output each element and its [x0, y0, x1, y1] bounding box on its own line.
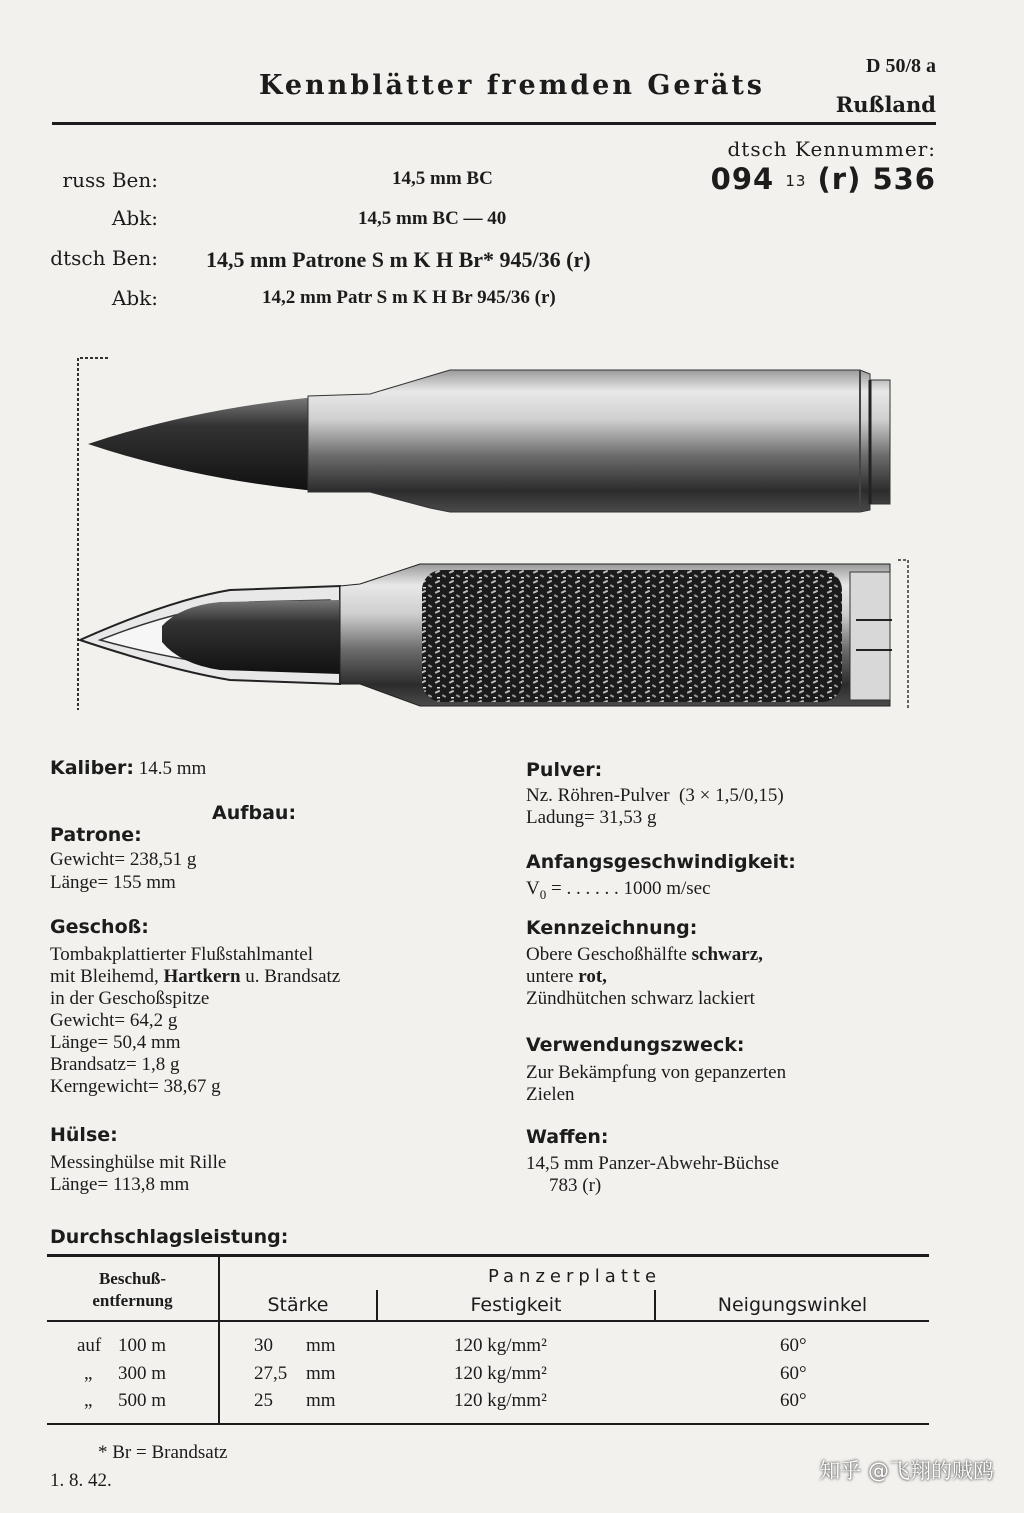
penetration-heading: Durchschlagsleistung: [50, 1226, 289, 1248]
brandsatz [50, 1054, 179, 1076]
waffen-line: 14,5 mm Panzer-Abwehr-Büchse [526, 1153, 780, 1174]
pulver-line: Nz. Röhren-Pulver (3 × 1,5/0,15) [526, 785, 784, 806]
document-country: Rußland [835, 92, 936, 117]
field-label: Ladung [526, 807, 585, 828]
table-cell-prefix: „ [84, 1363, 93, 1384]
patrone-laenge [50, 872, 176, 894]
table-cell-neigung: 60° [780, 1335, 807, 1356]
v0-line [526, 878, 711, 906]
kennnummer-part4: 536 [872, 162, 936, 196]
designation-label: dtsch Ben: [50, 246, 158, 270]
col-header-distance [47, 1268, 218, 1312]
col-header-staerke: Stärke [267, 1294, 329, 1316]
table-cell-distance: 500 m [118, 1390, 167, 1411]
kennnummer-part3: (r) [817, 162, 862, 196]
text-span: mit Bleihemd, [50, 966, 159, 987]
designation-value: 14,2 mm Patr S m K H Br 945/36 (r) [262, 287, 556, 308]
text-span-bold: schwarz, [691, 944, 763, 965]
field-label: Länge [50, 872, 98, 893]
v0-label: V [526, 878, 540, 899]
watermark: 知乎 @飞翔的贼鸥 [819, 1459, 994, 1483]
v0-subscript: 0 [539, 886, 547, 902]
table-cell-unit: mm [306, 1335, 336, 1356]
pulver-ladung [526, 807, 657, 829]
waffen-heading: Waffen: [526, 1126, 609, 1148]
kennnummer-label: dtsch Kennummer: [727, 137, 936, 161]
document-code: D 50/8 a [866, 55, 936, 77]
table-cell-distance: 100 m [118, 1335, 167, 1356]
kaliber-label: Kaliber: [50, 757, 135, 779]
text-span: Obere Geschoßhälfte [526, 944, 687, 965]
header-rule [52, 122, 936, 125]
kaliber [50, 757, 206, 780]
field-value: = 113,8 mm [97, 1174, 190, 1195]
field-value: = 38,67 g [148, 1076, 221, 1097]
table-cell-prefix: „ [84, 1390, 93, 1411]
cartridge-section [80, 564, 892, 706]
verwendungszweck-line: Zielen [526, 1084, 575, 1105]
designation-label: Abk: [111, 286, 158, 310]
kennzeichnung-line [526, 944, 763, 966]
field-label: Kerngewicht [50, 1076, 149, 1097]
frame-bracket [78, 358, 108, 710]
document-date: 1. 8. 42. [50, 1470, 112, 1491]
header-line: entfernung [92, 1291, 173, 1310]
table-bottom-rule [47, 1423, 929, 1425]
huelse-line: Messinghülse mit Rille [50, 1152, 227, 1173]
table-cell-staerke: 25 [254, 1390, 273, 1411]
aufbau-heading: Aufbau: [212, 802, 297, 824]
field-label: Länge [50, 1174, 98, 1195]
kennzeichnung-line [526, 966, 607, 988]
table-cell-festigkeit: 120 kg/mm² [454, 1335, 547, 1356]
huelse-heading: Hülse: [50, 1124, 118, 1146]
v0-value: = . . . . . . 1000 m/sec [550, 878, 711, 899]
designation-label: Abk: [111, 206, 158, 230]
table-cell-prefix: auf [77, 1335, 102, 1356]
waffen-line: 783 (r) [549, 1175, 602, 1196]
table-cell-neigung: 60° [780, 1363, 807, 1384]
kennzeichnung-heading: Kennzeichnung: [526, 917, 698, 939]
anfang-heading: Anfangsgeschwindigkeit: [526, 851, 796, 873]
kennnummer-value [711, 162, 936, 196]
frame-bracket [898, 560, 908, 710]
geschoss-gewicht [50, 1010, 177, 1032]
patrone-gewicht [50, 849, 196, 871]
text-span-bold: rot, [578, 966, 607, 987]
field-label: Länge [50, 1032, 98, 1053]
geschoss-heading: Geschoß: [50, 916, 149, 938]
header-line: Beschuß- [98, 1269, 167, 1288]
table-header-rule [47, 1320, 929, 1322]
kerngewicht [50, 1076, 221, 1098]
pulver-heading: Pulver: [526, 759, 603, 781]
col-group-header: Panzerplatte [487, 1266, 662, 1287]
kaliber-value: 14.5 mm [138, 758, 207, 779]
huelse-laenge [50, 1174, 189, 1196]
field-value: = 155 mm [97, 872, 176, 893]
table-cell-staerke: 30 [254, 1335, 273, 1356]
designation-value: 14,5 mm BC — 40 [358, 208, 507, 229]
field-label: Brandsatz [50, 1054, 126, 1075]
cartridge-complete [88, 370, 890, 512]
table-cell-unit: mm [306, 1363, 336, 1384]
col-header-neigung: Neigungswinkel [717, 1294, 868, 1316]
geschoss-laenge [50, 1032, 181, 1054]
field-value: = 1,8 g [125, 1054, 180, 1075]
table-top-rule [47, 1254, 929, 1257]
footnote: * Br = Brandsatz [98, 1442, 228, 1463]
geschoss-line: in der Geschoßspitze [50, 988, 210, 1009]
designation-value: 14,5 mm BC [392, 168, 493, 189]
geschoss-line: Tombakplattierter Flußstahlmantel [50, 944, 314, 965]
table-cell-distance: 300 m [118, 1363, 167, 1384]
table-cell-unit: mm [306, 1390, 336, 1411]
kennnummer-part2: 13 [785, 172, 807, 190]
table-cell-neigung: 60° [780, 1390, 807, 1411]
document-title: Kennblätter fremden Geräts [259, 70, 765, 101]
field-value: = 50,4 mm [97, 1032, 181, 1053]
kennzeichnung-line: Zündhütchen schwarz lackiert [526, 988, 755, 1009]
kennnummer-part1: 094 [710, 162, 775, 196]
field-value: = 238,51 g [114, 849, 197, 870]
geschoss-line [50, 966, 340, 988]
verwendungszweck-line: Zur Bekämpfung von gepanzerten [526, 1062, 787, 1083]
text-span: u. Brandsatz [245, 966, 341, 987]
verwendungszweck-heading: Verwendungszweck: [526, 1034, 745, 1056]
text-span: untere [526, 966, 574, 987]
field-value: = 31,53 g [584, 807, 657, 828]
designation-label: russ Ben: [62, 168, 158, 192]
field-label: Gewicht [50, 849, 115, 870]
field-label: Gewicht [50, 1010, 115, 1031]
field-value: = 64,2 g [114, 1010, 178, 1031]
cartridge-illustration [70, 350, 920, 720]
table-cell-festigkeit: 120 kg/mm² [454, 1390, 547, 1411]
table-cell-staerke: 27,5 [254, 1363, 288, 1384]
text-span-bold: Hartkern [163, 966, 241, 987]
col-header-festigkeit: Festigkeit [470, 1294, 562, 1316]
patrone-heading: Patrone: [50, 824, 142, 846]
designation-value: 14,5 mm Patrone S m K H Br* 945/36 (r) [206, 247, 591, 272]
table-cell-festigkeit: 120 kg/mm² [454, 1363, 547, 1384]
